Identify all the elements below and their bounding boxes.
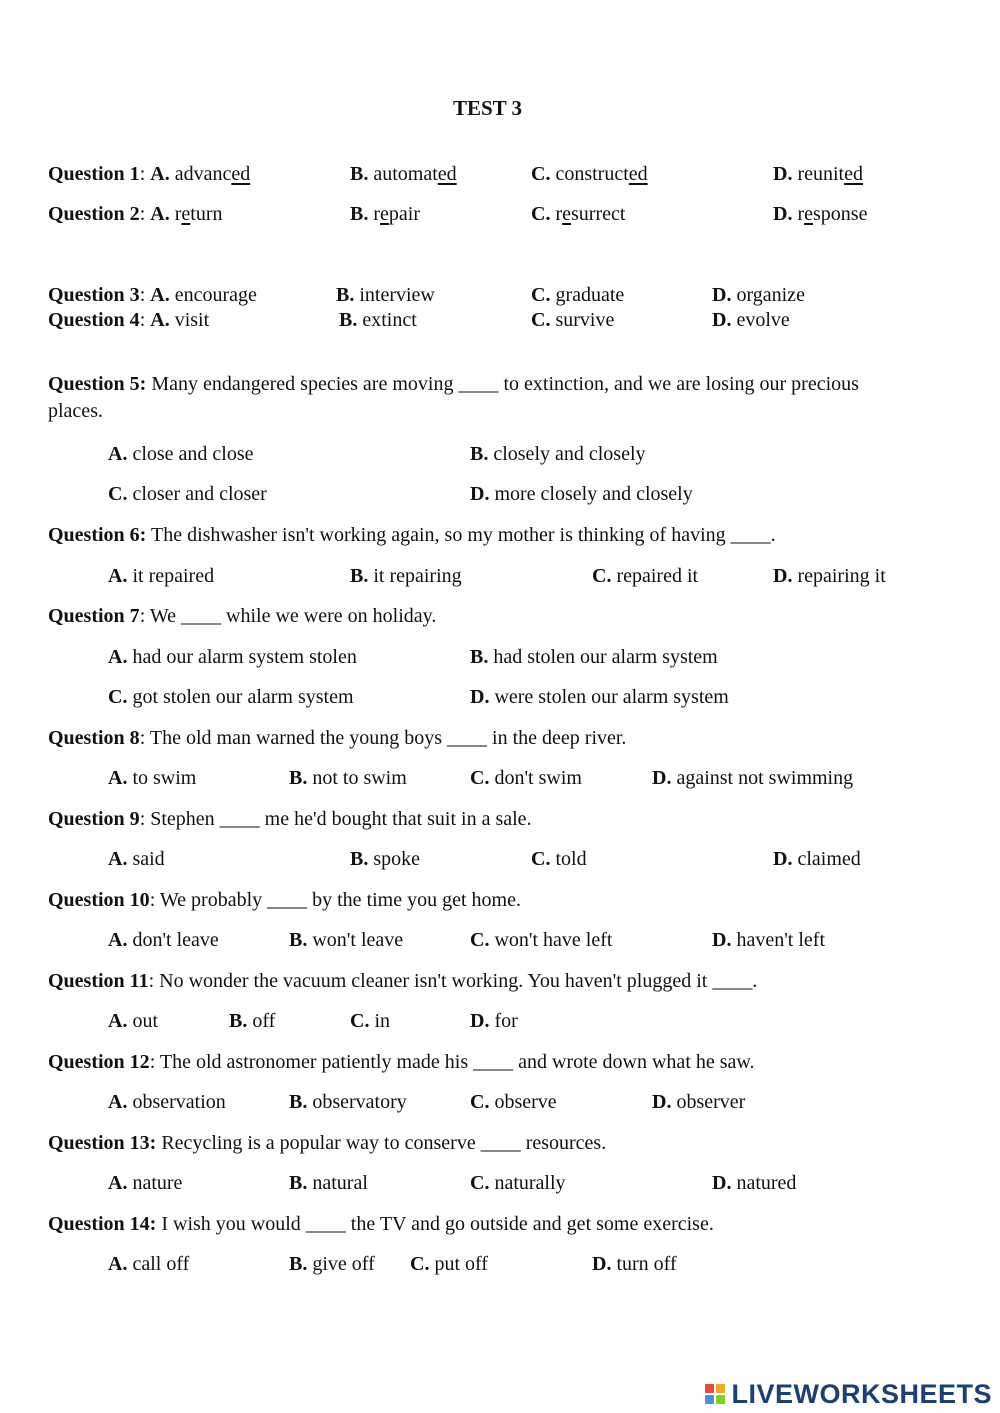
question-12-option-d[interactable]: D. observer bbox=[652, 1091, 746, 1113]
question-9-option-b[interactable]: B. spoke bbox=[350, 848, 421, 870]
question-9-stem: Question 9: Stephen ____ me he'd bought that suit in a sale. bbox=[48, 808, 532, 830]
question-9-option-d[interactable]: D. claimed bbox=[773, 848, 861, 870]
question-4-option-b[interactable]: B. extinct bbox=[339, 309, 417, 331]
question-2-option-b[interactable]: B. repair bbox=[350, 203, 420, 225]
mark-square bbox=[716, 1384, 725, 1393]
page-title: TEST 3 bbox=[452, 96, 523, 120]
question-8-option-c[interactable]: C. don't swim bbox=[470, 767, 582, 789]
question-12-option-c[interactable]: C. observe bbox=[470, 1091, 557, 1113]
question-14-option-c[interactable]: C. put off bbox=[410, 1253, 488, 1275]
question-1-option-d[interactable]: D. reunited bbox=[773, 163, 863, 185]
question-7-stem: Question 7: We ____ while we were on holiday. bbox=[48, 605, 437, 627]
question-14-option-b[interactable]: B. give off bbox=[289, 1253, 375, 1275]
question-3-label: Question 3: A. encourage bbox=[48, 284, 257, 306]
question-2-option-c[interactable]: C. resurrect bbox=[531, 203, 626, 225]
question-9-option-c[interactable]: C. told bbox=[531, 848, 587, 870]
question-6-option-c[interactable]: C. repaired it bbox=[592, 565, 699, 587]
question-12-stem: Question 12: The old astronomer patiently made his ____ and wrote down what he saw. bbox=[48, 1051, 755, 1073]
mark-square bbox=[705, 1384, 714, 1393]
question-5-option-a[interactable]: A. close and close bbox=[108, 443, 254, 465]
question-1-option-b[interactable]: B. automated bbox=[350, 163, 457, 185]
question-12-option-a[interactable]: A. observation bbox=[108, 1091, 226, 1113]
question-7-option-c[interactable]: C. got stolen our alarm system bbox=[108, 686, 354, 708]
question-8-option-d[interactable]: D. against not swimming bbox=[652, 767, 854, 789]
mark-square bbox=[716, 1395, 725, 1404]
question-10-option-a[interactable]: A. don't leave bbox=[108, 929, 219, 951]
question-5-stem: Question 5: Many endangered species are moving ____ to extinction, and we are losing our precious places. bbox=[48, 373, 859, 422]
question-13-option-c[interactable]: C. naturally bbox=[470, 1172, 566, 1194]
question-13-option-a[interactable]: A. nature bbox=[108, 1172, 183, 1194]
question-6-option-a[interactable]: A. it repaired bbox=[108, 565, 215, 587]
question-6-option-d[interactable]: D. repairing it bbox=[773, 565, 886, 587]
question-12-option-b[interactable]: B. observatory bbox=[289, 1091, 407, 1113]
question-4-label: Question 4: A. visit bbox=[48, 309, 210, 331]
question-6-option-b[interactable]: B. it repairing bbox=[350, 565, 462, 587]
question-1-label: Question 1: A. advanced bbox=[48, 163, 251, 185]
question-13-option-d[interactable]: D. natured bbox=[712, 1172, 797, 1194]
liveworksheets-mark-icon bbox=[705, 1384, 725, 1404]
question-8-option-a[interactable]: A. to swim bbox=[108, 767, 197, 789]
question-4-option-d[interactable]: D. evolve bbox=[712, 309, 790, 331]
question-1-option-c[interactable]: C. constructed bbox=[531, 163, 648, 185]
question-5-option-d[interactable]: D. more closely and closely bbox=[470, 483, 693, 505]
question-8-stem: Question 8: The old man warned the young boys ____ in the deep river. bbox=[48, 727, 627, 749]
question-4-option-c[interactable]: C. survive bbox=[531, 309, 615, 331]
question-11-option-a[interactable]: A. out bbox=[108, 1010, 159, 1032]
question-3-option-d[interactable]: D. organize bbox=[712, 284, 805, 306]
question-10-option-c[interactable]: C. won't have left bbox=[470, 929, 613, 951]
question-11-option-b[interactable]: B. off bbox=[229, 1010, 276, 1032]
question-13-option-b[interactable]: B. natural bbox=[289, 1172, 368, 1194]
question-2-option-d[interactable]: D. response bbox=[773, 203, 868, 225]
question-13-stem: Question 13: Recycling is a popular way to conserve ____ resources. bbox=[48, 1132, 607, 1154]
logo-text: LIVEWORKSHEETS bbox=[731, 1378, 992, 1409]
question-11-stem: Question 11: No wonder the vacuum cleaner isn't working. You haven't plugged it ____. bbox=[48, 970, 758, 992]
mark-square bbox=[705, 1395, 714, 1404]
question-14-option-a[interactable]: A. call off bbox=[108, 1253, 190, 1275]
question-11-option-c[interactable]: C. in bbox=[350, 1010, 391, 1032]
question-10-option-b[interactable]: B. won't leave bbox=[289, 929, 404, 951]
question-14-stem: Question 14: I wish you would ____ the TV and go outside and get some exercise. bbox=[48, 1213, 714, 1235]
question-6-stem: Question 6: The dishwasher isn't working again, so my mother is thinking of having ____. bbox=[48, 524, 776, 546]
liveworksheets-logo bbox=[705, 1380, 992, 1408]
question-10-option-d[interactable]: D. haven't left bbox=[712, 929, 826, 951]
question-14-option-d[interactable]: D. turn off bbox=[592, 1253, 677, 1275]
question-7-option-a[interactable]: A. had our alarm system stolen bbox=[108, 646, 357, 668]
question-2-label: Question 2: A. return bbox=[48, 203, 223, 225]
question-10-stem: Question 10: We probably ____ by the time you get home. bbox=[48, 889, 521, 911]
question-7-option-d[interactable]: D. were stolen our alarm system bbox=[470, 686, 729, 708]
question-7-option-b[interactable]: B. had stolen our alarm system bbox=[470, 646, 718, 668]
question-5-option-b[interactable]: B. closely and closely bbox=[470, 443, 646, 465]
question-3-option-b[interactable]: B. interview bbox=[336, 284, 435, 306]
question-8-option-b[interactable]: B. not to swim bbox=[289, 767, 407, 789]
question-5-option-c[interactable]: C. closer and closer bbox=[108, 483, 267, 505]
question-9-option-a[interactable]: A. said bbox=[108, 848, 165, 870]
question-3-option-c[interactable]: C. graduate bbox=[531, 284, 625, 306]
question-11-option-d[interactable]: D. for bbox=[470, 1010, 518, 1032]
